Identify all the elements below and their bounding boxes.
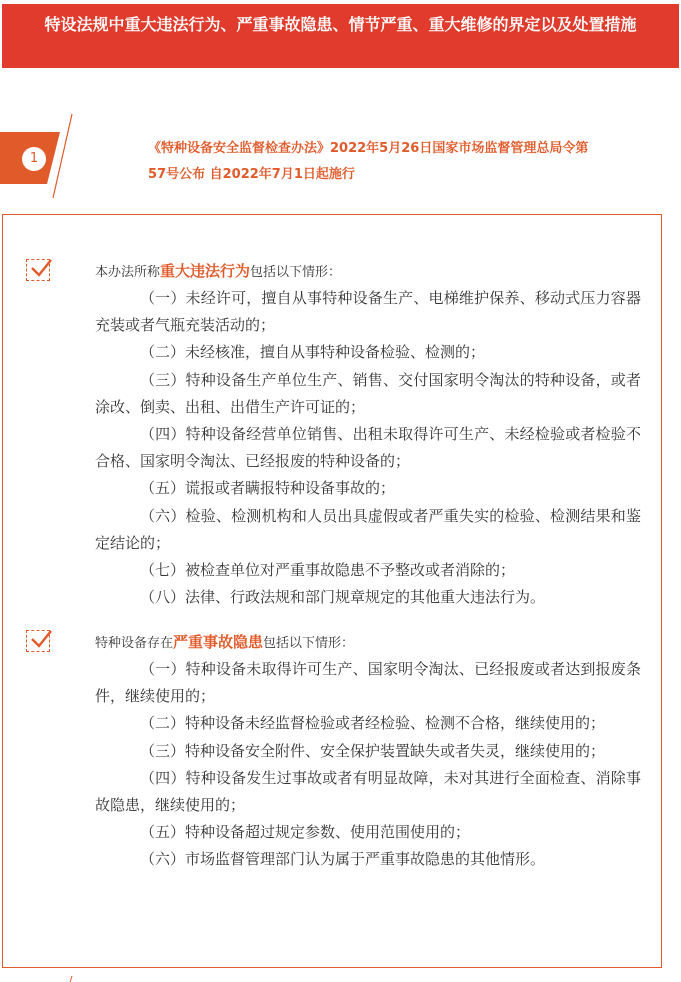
list-item: （七）被检查单位对严重事故隐患不予整改或者消除的；	[140, 561, 516, 580]
list-item: （八）法律、行政法规和部门规章规定的其他重大违法行为。	[140, 588, 546, 607]
decorative-slash-icon	[68, 976, 76, 982]
list-item: （一）特种设备未取得许可生产、国家明令淘汰、已经报废或者达到报废条件，继续使用的；	[95, 660, 641, 706]
list-item: （三）特种设备生产单位生产、销售、交付国家明令淘汰的特种设备，或者涂改、倒卖、出租、出借生产许可证的；	[95, 370, 641, 416]
section-2-highlight: 严重事故隐患	[173, 633, 264, 651]
section-2-intro	[95, 632, 354, 654]
list-item: （三）特种设备安全附件、安全保护装置缺失或者失灵，继续使用的；	[140, 741, 606, 760]
page-title: 特设法规中重大违法行为、严重事故隐患、情节严重、重大维修的界定以及处置措施	[44, 15, 637, 34]
list-item: （一）未经许可，擅自从事特种设备生产、电梯维护保养、移动式压力容器充装或者气瓶充装活动的；	[95, 289, 641, 335]
section-1-intro-after: 包括以下情形：	[250, 265, 342, 280]
section-2-intro-after: 包括以下情形：	[263, 636, 355, 651]
page-title-banner	[2, 4, 679, 68]
law-title-line-1: 《特种设备安全监督检查办法》2022年5月26日国家市场监督管理总局令第	[148, 141, 589, 156]
law-title-line-2: 57号公布 自2022年7月1日起施行	[148, 167, 355, 182]
list-item: （二）特种设备未经监督检验或者经检验、检测不合格，继续使用的；	[140, 714, 606, 733]
section-2-list	[95, 656, 641, 874]
list-item: （五）谎报或者瞒报特种设备事故的；	[140, 479, 396, 498]
list-item: （六）检验、检测机构和人员出具虚假或者严重失实的检验、检测结果和鉴定结论的；	[95, 506, 641, 552]
checkmark-glyph	[28, 256, 54, 280]
section-number: 1	[29, 151, 39, 166]
list-item: （二）未经核准，擅自从事特种设备检验、检测的；	[140, 343, 486, 362]
section-1-intro-before: 本办法所称	[95, 265, 161, 280]
section-1-highlight: 重大违法行为	[160, 262, 251, 280]
list-item: （五）特种设备超过规定参数、使用范围使用的；	[140, 823, 471, 842]
section-1-list	[95, 285, 641, 611]
checkmark-icon	[26, 259, 50, 281]
list-item: （四）特种设备经营单位销售、出租未取得许可生产、未经检验或者检验不合格、国家明令淘汰、已经报废的特种设备的；	[95, 425, 641, 471]
checkmark-glyph	[28, 627, 54, 651]
section-2-intro-before: 特种设备存在	[95, 636, 174, 651]
list-item: （四）特种设备发生过事故或者有明显故障，未对其进行全面检查、消除事故隐患，继续使用的；	[95, 768, 641, 815]
checkmark-icon	[26, 630, 50, 652]
list-item: （六）市场监督管理部门认为属于严重事故隐患的其他情形。	[140, 850, 546, 869]
section-1-intro	[95, 261, 341, 283]
law-title	[148, 136, 681, 186]
